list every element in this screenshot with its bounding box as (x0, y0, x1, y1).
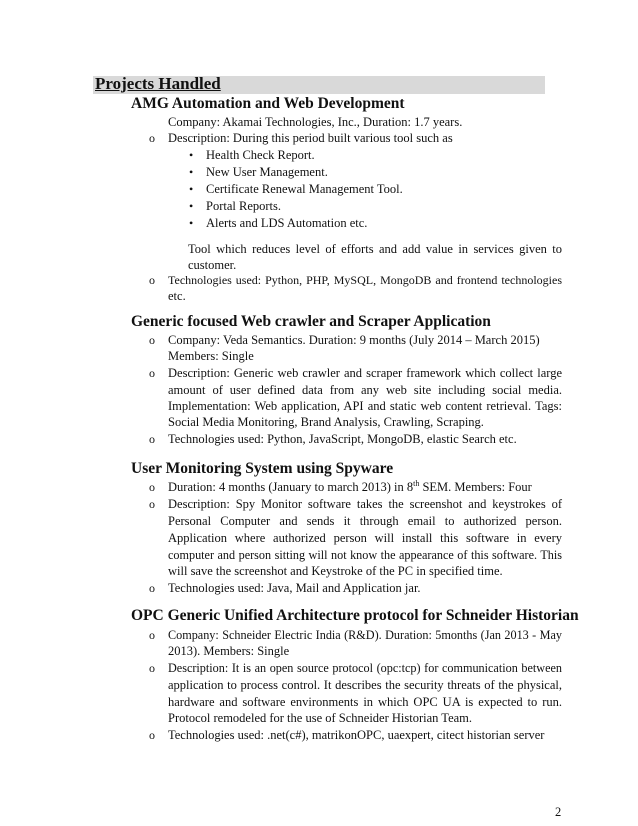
list-marker: o (149, 661, 155, 675)
list-marker: o (149, 728, 155, 742)
bullet-dot: • (189, 216, 194, 230)
list-marker: o (149, 581, 155, 595)
p2-tech-line: Technologies used: Python, JavaScript, MongoDB, elastic Search etc. (168, 432, 517, 446)
p1-bullet-item: New User Management. (206, 165, 328, 179)
list-marker: o (149, 480, 155, 494)
p3-description-line: computer and person sitting will not know the appearance of this software. This (168, 548, 562, 562)
bullet-dot: • (189, 165, 194, 179)
p1-tool-line: customer. (188, 258, 237, 272)
p3-description-line: Application where authorized person will install this software in every (168, 531, 562, 545)
p3-description-line: Personal Computer and sends it through email to authorized person. (168, 514, 562, 528)
p3-description-line: will save the screenshot and Keystroke of the PC in specified time. (168, 564, 503, 578)
p1-bullet-item: Health Check Report. (206, 148, 315, 162)
p1-tool-line: Tool which reduces level of efforts and add value in services given to (188, 242, 562, 256)
p2-description-line: Social Media Monitoring, Brand Analysis, Crawling, Scraping. (168, 415, 484, 429)
section-title: Projects Handled (95, 74, 221, 93)
list-marker: o (149, 497, 155, 511)
bullet-dot: • (189, 199, 194, 213)
p4-description-line: Protocol remodeled for the use of Schneider Historian Team. (168, 711, 473, 725)
bullet-dot: • (189, 148, 194, 162)
p4-tech-line: Technologies used: .net(c#), matrikonOPC, uaexpert, citect historian server (168, 728, 545, 742)
p1-tech-line: Technologies used: Python, PHP, MySQL, MongoDB and frontend technologies (168, 273, 562, 287)
p1-company-line: Company: Akamai Technologies, Inc., Duration: 1.7 years. (168, 115, 463, 129)
list-marker: o (149, 273, 155, 287)
p3-duration-line: Duration: 4 months (January to march 2013) in 8th SEM. Members: Four (168, 479, 532, 494)
p4-description-line: Description: It is an open source protocol (opc:tcp) for communication between (168, 661, 562, 675)
p2-description-line: Implementation: Web application, API and static web content retrieval. Tags: (168, 399, 562, 413)
p1-bullet-item: Alerts and LDS Automation etc. (206, 216, 368, 230)
p1-bullet-item: Portal Reports. (206, 199, 281, 213)
p4-description-line: application to process control. It describes the security threats of the physical, (168, 678, 562, 692)
list-marker: o (149, 131, 155, 145)
p2-company-line: Company: Veda Semantics. Duration: 9 months (July 2014 – March 2015) (168, 333, 540, 347)
p4-description-line: hardware and software environments in which OPC UA is expected to run. (168, 695, 562, 709)
p2-company-line: Members: Single (168, 349, 254, 363)
p4-company-line: 2013). Members: Single (168, 644, 290, 658)
project-title-opc-ua: OPC Generic Unified Architecture protocol for Schneider Historian (131, 607, 579, 624)
p1-bullet-item: Certificate Renewal Management Tool. (206, 182, 403, 196)
list-marker: o (149, 366, 155, 380)
p2-description-line: amount of user defined data from any web site including social media. (168, 383, 562, 397)
p3-description-line: Description: Spy Monitor software takes the screenshot and keystrokes of (168, 497, 562, 511)
p3-tech-line: Technologies used: Java, Mail and Application jar. (168, 581, 421, 595)
page-number: 2 (555, 805, 562, 819)
project-title-amg: AMG Automation and Web Development (131, 95, 405, 112)
bullet-dot: • (189, 182, 194, 196)
list-marker: o (149, 628, 155, 642)
p4-company-line: Company: Schneider Electric India (R&D). Duration: 5months (Jan 2013 - May (168, 628, 562, 642)
project-title-user-monitoring: User Monitoring System using Spyware (131, 460, 394, 477)
list-marker: o (149, 333, 155, 347)
project-title-web-crawler: Generic focused Web crawler and Scraper Application (131, 313, 491, 330)
p1-description-line: Description: During this period built various tool such as (168, 131, 453, 145)
p2-description-line: Description: Generic web crawler and scraper framework which collect large (168, 366, 562, 380)
list-marker: o (149, 432, 155, 446)
p1-tech-line: etc. (168, 289, 186, 303)
